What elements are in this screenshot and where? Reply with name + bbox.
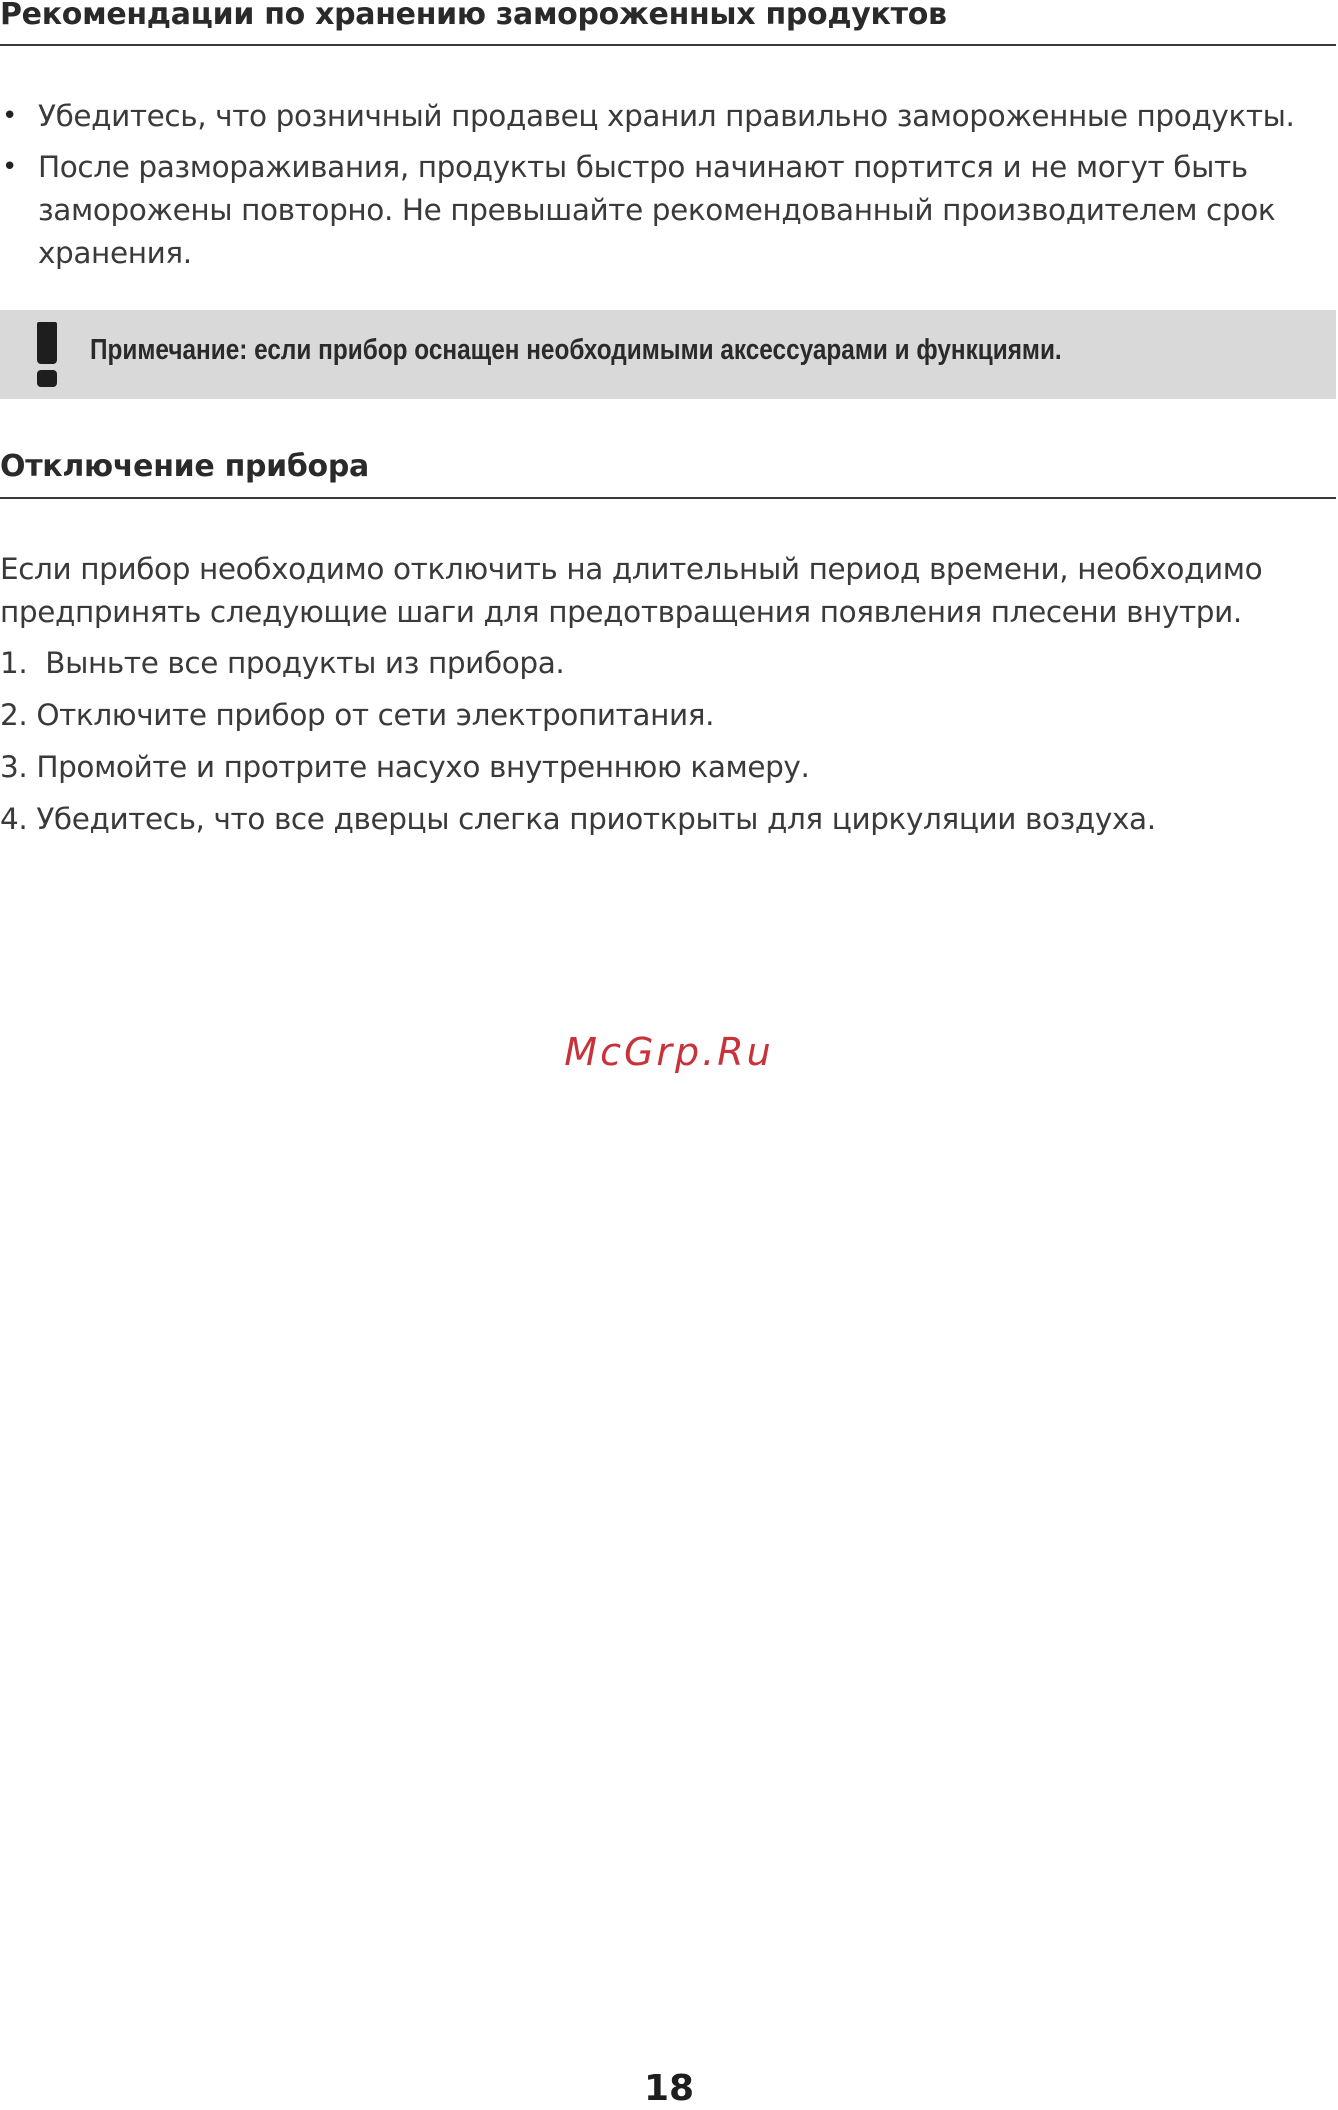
page-number: 18: [643, 2068, 695, 2109]
disconnect-section-heading: Отключение прибора: [0, 449, 369, 484]
bullet-text: После размораживания, продукты быстро начинают портится и не могут быть заморожены повторно. Не превышайте рекомендованный производителем срок хранения.: [38, 150, 1276, 270]
list-item: [0, 95, 1336, 138]
list-item: 1. Выньте все продукты из прибора.: [0, 646, 565, 680]
note-box: [0, 310, 1336, 399]
list-item: [0, 146, 1336, 275]
bullet-icon: •: [2, 101, 17, 131]
exclamation-icon: [30, 322, 64, 388]
bullet-text: Убедитесь, что розничный продавец хранил правильно замороженные продукты.: [38, 99, 1295, 133]
list-item: 4. Убедитесь, что все дверцы слегка приоткрыты для циркуляции воздуха.: [0, 802, 1156, 836]
disconnect-section-divider: [0, 497, 1336, 499]
bullet-icon: •: [2, 152, 17, 182]
watermark: McGrp.Ru: [564, 1030, 774, 1074]
storage-section-divider: [0, 44, 1336, 46]
storage-section-heading: Рекомендации по хранению замороженных продуктов: [0, 0, 947, 32]
list-item: 2. Отключите прибор от сети электропитания.: [0, 698, 715, 732]
note-text: Примечание: если прибор оснащен необходимыми аксессуарами и функциями.: [90, 334, 1062, 366]
storage-bullet-list: [0, 95, 1336, 283]
disconnect-steps-list: [0, 642, 1336, 850]
disconnect-intro-paragraph: Если прибор необходимо отключить на длительный период времени, необходимо предпринять следующие шаги для предотвращения появления плесени внутри.: [0, 552, 1263, 629]
list-item: 3. Промойте и протрите насухо внутреннюю камеру.: [0, 750, 810, 784]
